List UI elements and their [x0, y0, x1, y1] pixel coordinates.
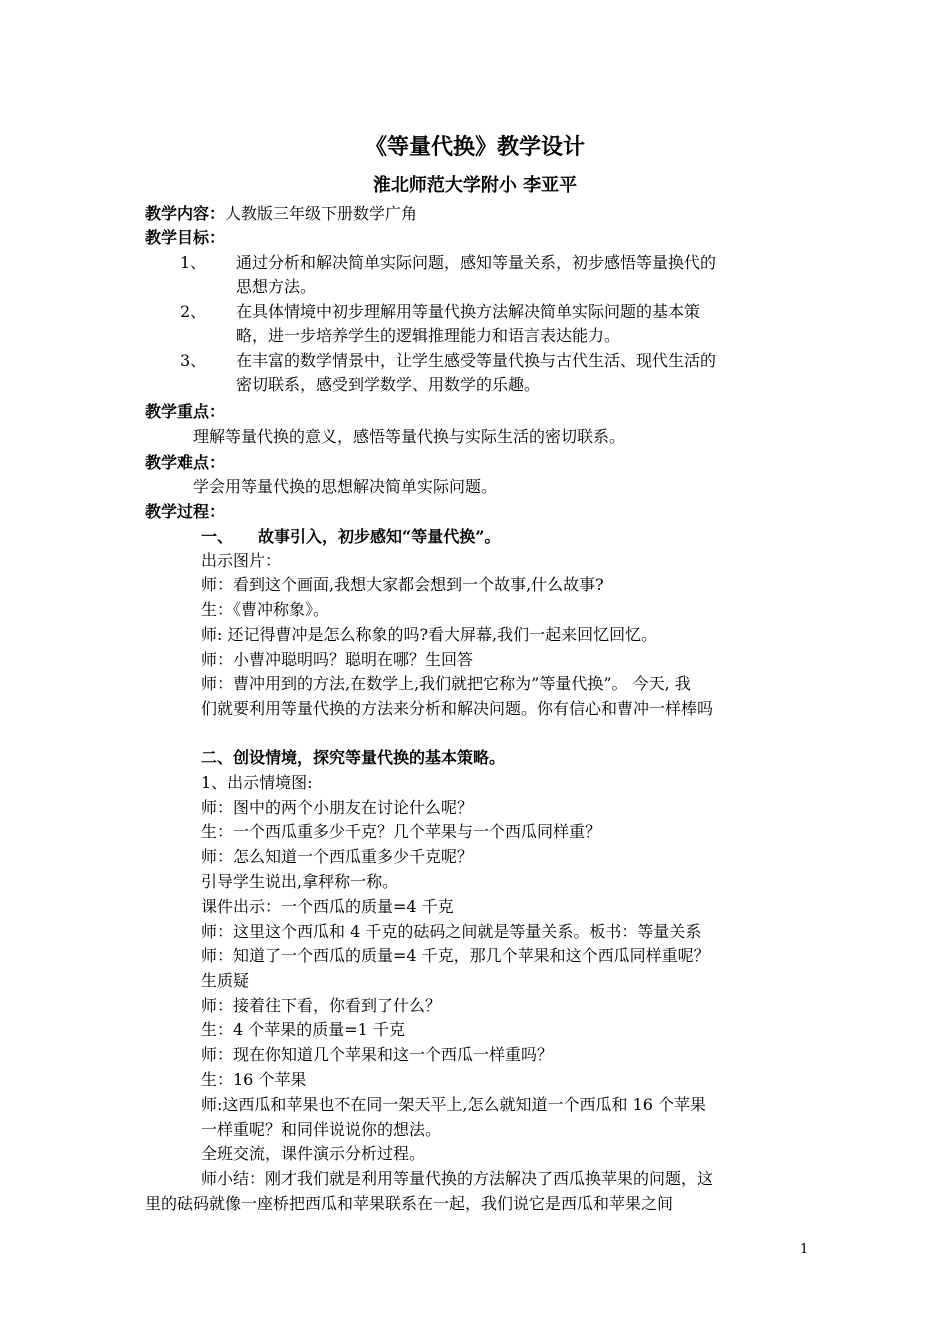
content-row — [145, 202, 417, 226]
content-label: 教学内容： — [145, 204, 226, 223]
section2-line-5: 引导学生说出,拿秤称一称。 — [201, 872, 399, 891]
difficulty-text: 学会用等量代换的思想解决简单实际问题。 — [193, 477, 498, 496]
section2-line-4: 师：怎么知道一个西瓜重多少千克呢？ — [201, 847, 474, 866]
section1-line-2: 师：看到这个画面,我想大家都会想到一个故事,什么故事? — [201, 575, 604, 594]
doc-title: 《等量代换》教学设计 — [364, 134, 585, 160]
process-label: 教学过程： — [145, 502, 226, 521]
difficulty-label: 教学难点： — [145, 453, 226, 472]
objective-1-line2: 思想方法。 — [236, 277, 317, 296]
section1-line-4: 师: 还记得曹冲是怎么称象的吗?看大屏幕,我们一起来回忆回忆。 — [201, 625, 658, 644]
section2-line-1: 1、出示情境图: — [201, 773, 313, 792]
section2-line-9: 生质疑 — [201, 971, 250, 990]
section1-num: 一、 — [201, 527, 234, 546]
section2-line-14: 师:这西瓜和苹果也不在同一架天平上,怎么就知道一个西瓜和 16 个苹果 — [201, 1095, 707, 1114]
section2-line-15: 一样重呢？和同伴说说你的想法。 — [201, 1120, 442, 1139]
section2-line-8: 师：知道了一个西瓜的质量=4 千克，那几个苹果和这个西瓜同样重呢？ — [201, 946, 710, 965]
objective-2-line2: 略，进一步培养学生的逻辑推理能力和语言表达能力。 — [236, 326, 621, 345]
section2-line-12: 师：现在你知道几个苹果和这一个西瓜一样重吗？ — [201, 1045, 554, 1064]
summary-line-1: 师小结：刚才我们就是利用等量代换的方法解决了西瓜换苹果的问题，这 — [201, 1169, 714, 1188]
section1-line-3: 生：《曹冲称象》。 — [201, 600, 330, 619]
key-point-label: 教学重点： — [145, 402, 226, 421]
objective-3-line1: 在丰富的数学情景中，让学生感受等量代换与古代生活、现代生活的 — [236, 351, 717, 370]
section2-line-10: 师：接着往下看，你看到了什么？ — [201, 996, 442, 1015]
section2-line-16: 全班交流，课件演示分析过程。 — [201, 1144, 426, 1163]
objective-1-num: 1、 — [180, 253, 207, 272]
objective-2-num: 2、 — [180, 302, 207, 321]
author-line: 淮北师范大学附小 李亚平 — [372, 175, 578, 196]
objectives-label: 教学目标： — [145, 228, 226, 247]
section1-line-6: 师：曹冲用到的方法,在数学上,我们就把它称为”等量代换”。 今天, 我 — [201, 674, 691, 693]
objective-3-num: 3、 — [180, 351, 207, 370]
section1-heading: 故事引入，初步感知“等量代换”。 — [258, 527, 501, 546]
content-text: 人教版三年级下册数学广角 — [225, 204, 418, 223]
key-point-text: 理解等量代换的意义，感悟等量代换与实际生活的密切联系。 — [193, 427, 626, 446]
objective-1-line1: 通过分析和解决简单实际问题，感知等量关系，初步感悟等量换代的 — [236, 253, 717, 272]
section2-line-6: 课件出示：一个西瓜的质量=4 千克 — [201, 897, 454, 916]
section1-line-5: 师：小曹冲聪明吗？聪明在哪？生回答 — [201, 650, 474, 669]
objective-3-line2: 密切联系，感受到学数学、用数学的乐趣。 — [236, 375, 541, 394]
page-number: 1 — [800, 1242, 809, 1257]
section2-line-2: 师：图中的两个小朋友在讨论什么呢？ — [201, 798, 474, 817]
summary-line-2: 里的砝码就像一座桥把西瓜和苹果联系在一起，我们说它是西瓜和苹果之间 — [145, 1194, 674, 1213]
section1-line-1: 出示图片： — [201, 551, 282, 570]
section1-line-7: 们就要利用等量代换的方法来分析和解决问题。你有信心和曹冲一样棒吗 — [201, 699, 714, 718]
section2-line-3: 生：一个西瓜重多少千克？几个苹果与一个西瓜同样重？ — [201, 822, 602, 841]
objective-2-line1: 在具体情境中初步理解用等量代换方法解决简单实际问题的基本策 — [236, 302, 701, 321]
section2-line-13: 生：16 个苹果 — [201, 1070, 307, 1089]
section2-line-7: 师：这里这个西瓜和 4 千克的砝码之间就是等量关系。板书：等量关系 — [201, 922, 702, 941]
section2-line-11: 生：4 个苹果的质量=1 千克 — [201, 1020, 405, 1039]
section2-heading: 二、创设情境，探究等量代换的基本策略。 — [201, 748, 506, 767]
